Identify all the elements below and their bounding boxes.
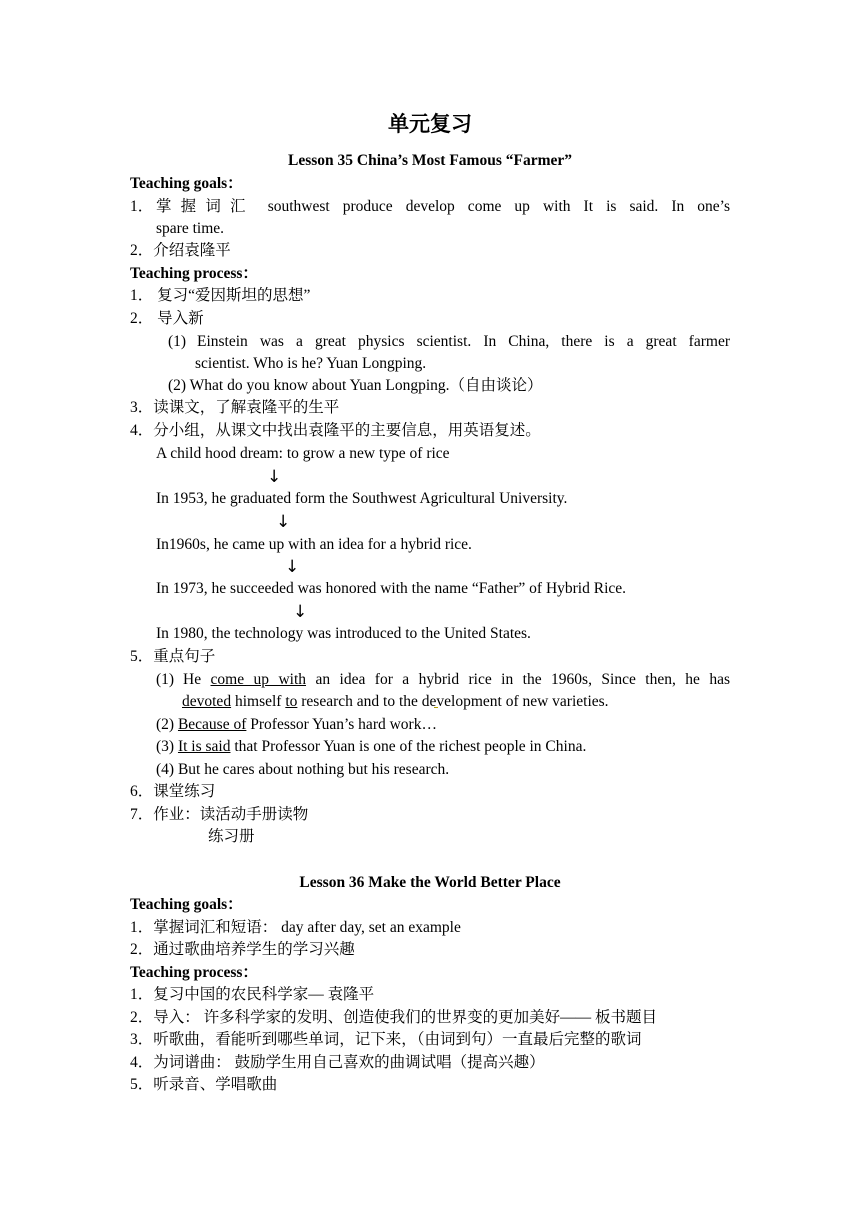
sentence-3-text-a: (3)	[156, 738, 178, 755]
lesson-36-goal-1: 1．掌握词汇和短语： day after day, set an example	[130, 919, 461, 936]
sentence-1-text-b: an idea for a hybrid rice in the 1960s, Since then, he has	[306, 671, 730, 688]
sentence-1-line-1	[183, 670, 730, 690]
sentence-2-underlined: Because of	[177, 716, 247, 733]
lesson-35-heading: Lesson 35 China’s Most Famous “Farmer”	[287, 152, 572, 169]
process-step-3: 3．读课文，了解袁隆平的生平	[130, 399, 340, 416]
sentence-3-text-b: that Professor Yuan is one of the richest people in China.	[230, 738, 587, 755]
timeline-arrow-4: ↓	[293, 602, 308, 622]
lesson-36-process-label: Teaching process：	[130, 964, 258, 981]
timeline-arrow-2: ↓	[276, 512, 291, 532]
lesson-36-goals-label: Teaching goals：	[130, 896, 243, 913]
timeline-item-3: In1960s, he came up with an idea for a hybrid rice.	[156, 536, 472, 553]
lesson-36-step-5: 5．听录音、学唱歌曲	[130, 1076, 278, 1093]
lesson-36-goal-2: 2．通过歌曲培养学生的学习兴趣	[130, 941, 355, 958]
step-2-sub-1-number: (1)	[168, 333, 187, 350]
sentence-2-text-a: (2)	[156, 716, 178, 733]
process-step-5: 5．重点句子	[130, 648, 216, 665]
sentence-1-text-d: research and to the development of new varieties.	[297, 693, 609, 710]
goal-1-line-1: 掌握词汇 southwest produce develop come up with It is said. In one’s	[156, 198, 730, 215]
goal-1-line-2: spare time.	[156, 220, 225, 237]
process-step-1: 1． 复习“爱因斯坦的思想”	[130, 287, 311, 304]
goal-2: 2．介绍袁隆平	[130, 242, 231, 259]
process-step-2: 2． 导入新	[130, 310, 204, 327]
timeline-item-1: A child hood dream: to grow a new type of rice	[156, 445, 450, 462]
lesson-36-step-1: 1．复习中国的农民科学家— 袁隆平	[130, 986, 375, 1003]
sentence-1-underlined-to: to	[285, 693, 298, 710]
step-2-sub-1-line-2: scientist. Who is he? Yuan Longping.	[195, 355, 427, 372]
sentence-3	[156, 737, 586, 757]
lesson-35-goals-label: Teaching goals：	[130, 175, 243, 192]
timeline-item-4: In 1973, he succeeded was honored with the name “Father” of Hybrid Rice.	[156, 580, 627, 597]
sentence-1-number: (1)	[156, 671, 175, 688]
page-title: 单元复习	[388, 112, 472, 136]
lesson-36-step-2: 2．导入： 许多科学家的发明、创造使我们的世界变的更加美好—— 板书题目	[130, 1009, 658, 1026]
process-step-7: 7．作业：读活动手册读物	[130, 806, 309, 823]
sentence-1-text-a: He	[183, 671, 211, 688]
step-2-sub-1-line-1: Einstein was a great physics scientist. In China, there is a great farmer	[197, 333, 730, 350]
timeline-item-5: In 1980, the technology was introduced to the United States.	[156, 625, 531, 642]
lesson-36-step-4: 4．为词谱曲： 鼓励学生用自己喜欢的曲调试唱（提高兴趣）	[130, 1054, 545, 1071]
sentence-2-text-b: Professor Yuan’s hard work…	[246, 716, 437, 733]
process-step-6: 6．课堂练习	[130, 783, 216, 800]
lesson-36-step-3: 3．听歌曲，看能听到哪些单词，记下来，（由词到句）一直最后完整的歌词	[130, 1031, 642, 1048]
sentence-3-underlined: It is said	[177, 738, 231, 755]
sentence-1-underlined-phrase: come up with	[210, 671, 307, 688]
timeline-arrow-1: ↓	[267, 467, 282, 487]
lesson-36-heading: Lesson 36 Make the World Better Place	[299, 874, 561, 891]
process-step-7-continued: 练习册	[208, 828, 255, 845]
goal-1-number: 1．	[130, 198, 154, 215]
step-2-sub-2: (2) What do you know about Yuan Longping.（自由谈论）	[168, 377, 543, 394]
process-step-4: 4．分小组，从课文中找出袁隆平的主要信息，用英语复述。	[130, 422, 541, 439]
timeline-item-2: In 1953, he graduated form the Southwest Agricultural University.	[156, 490, 568, 507]
sentence-1-text-c: himself	[231, 693, 286, 710]
timeline-arrow-3: ↓	[285, 557, 300, 577]
sentence-1-underlined-devoted: devoted	[182, 693, 232, 710]
edit-mark	[434, 704, 438, 708]
sentence-2	[156, 715, 437, 735]
sentence-1-line-2	[182, 692, 609, 712]
sentence-4: (4) But he cares about nothing but his research.	[156, 761, 450, 778]
lesson-35-process-label: Teaching process：	[130, 265, 258, 282]
